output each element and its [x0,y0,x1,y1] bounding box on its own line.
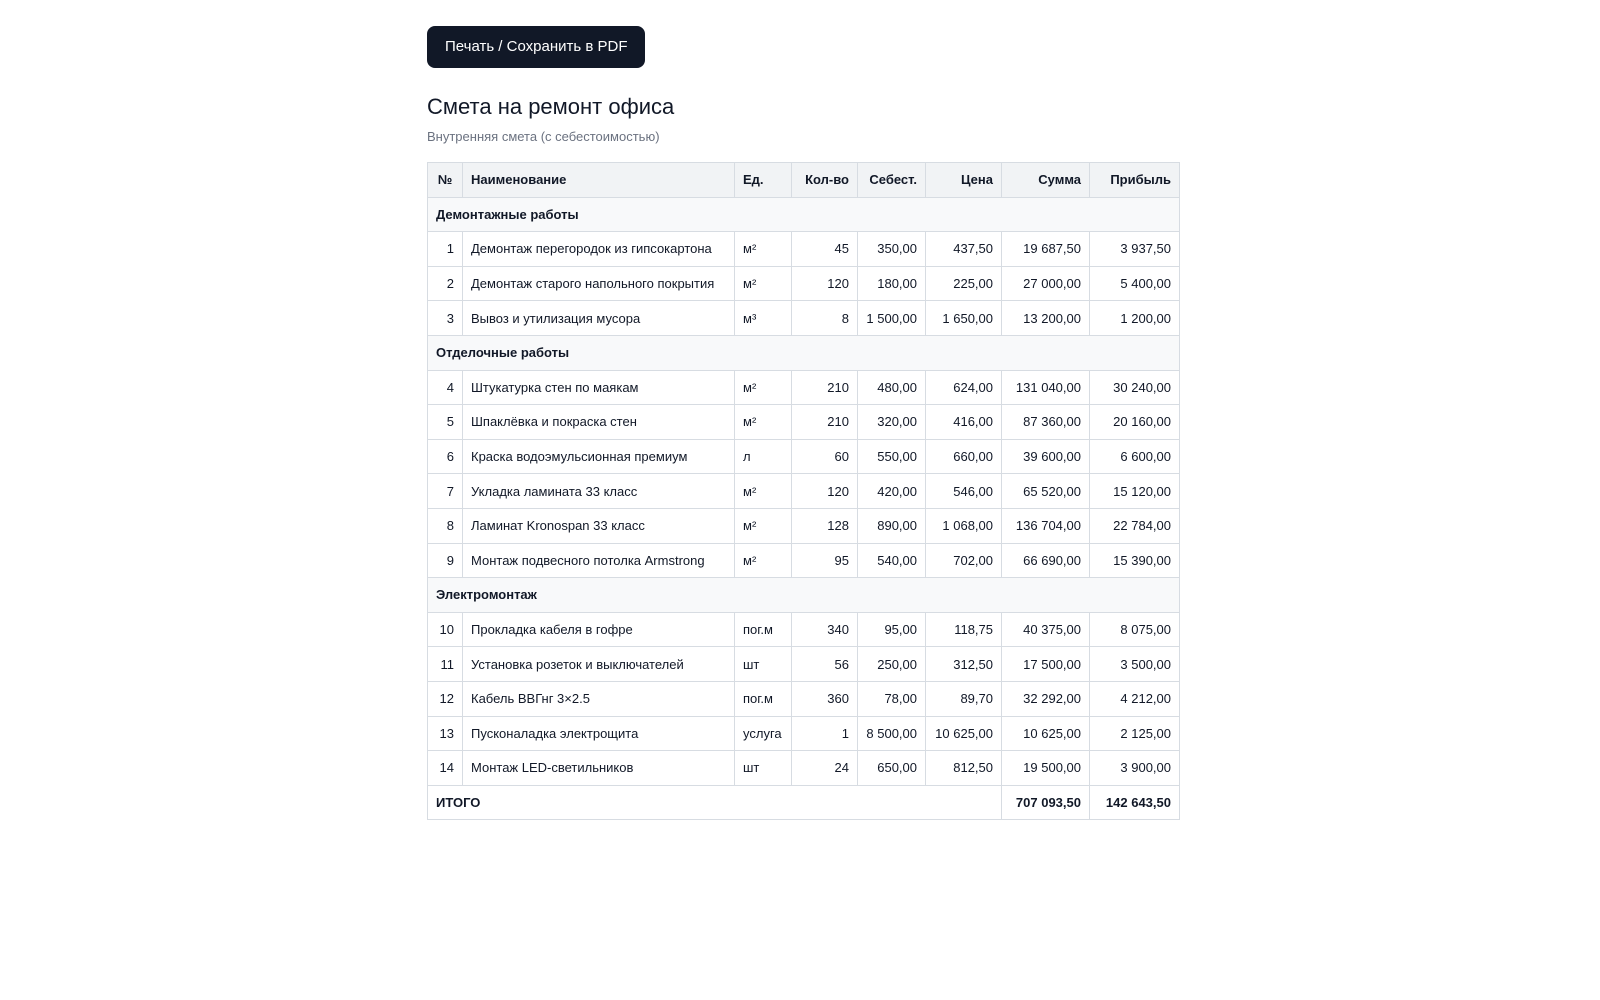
col-header-unit: Ед. [735,163,792,198]
row-number: 7 [428,474,463,509]
row-cost: 180,00 [858,266,926,301]
row-unit: пог.м [735,612,792,647]
row-sum: 19 500,00 [1002,751,1090,786]
group-title: Отделочные работы [428,335,1180,370]
row-profit: 3 937,50 [1090,232,1180,267]
row-quantity: 128 [792,508,858,543]
row-sum: 39 600,00 [1002,439,1090,474]
row-cost: 890,00 [858,508,926,543]
row-unit: шт [735,647,792,682]
row-number: 11 [428,647,463,682]
row-unit: м² [735,266,792,301]
row-cost: 8 500,00 [858,716,926,751]
row-number: 6 [428,439,463,474]
row-number: 5 [428,405,463,440]
row-sum: 65 520,00 [1002,474,1090,509]
row-cost: 78,00 [858,681,926,716]
row-price: 10 625,00 [926,716,1002,751]
table-row [428,301,1180,336]
group-row [428,335,1180,370]
row-name: Кабель ВВГнг 3×2.5 [463,681,735,716]
table-body [428,197,1180,820]
row-sum: 17 500,00 [1002,647,1090,682]
row-quantity: 1 [792,716,858,751]
row-name: Краска водоэмульсионная премиум [463,439,735,474]
row-profit: 2 125,00 [1090,716,1180,751]
row-sum: 131 040,00 [1002,370,1090,405]
row-profit: 6 600,00 [1090,439,1180,474]
print-save-pdf-button[interactable]: Печать / Сохранить в PDF [427,26,645,68]
row-price: 312,50 [926,647,1002,682]
row-profit: 15 390,00 [1090,543,1180,578]
col-header-cost: Себест. [858,163,926,198]
row-price: 812,50 [926,751,1002,786]
row-unit: л [735,439,792,474]
row-price: 416,00 [926,405,1002,440]
row-cost: 480,00 [858,370,926,405]
row-sum: 13 200,00 [1002,301,1090,336]
row-number: 12 [428,681,463,716]
table-row [428,370,1180,405]
row-cost: 420,00 [858,474,926,509]
row-sum: 27 000,00 [1002,266,1090,301]
table-row [428,681,1180,716]
row-number: 9 [428,543,463,578]
row-unit: м² [735,370,792,405]
estimate-page [427,26,1179,820]
row-price: 702,00 [926,543,1002,578]
row-name: Штукатурка стен по маякам [463,370,735,405]
row-quantity: 210 [792,405,858,440]
row-unit: услуга [735,716,792,751]
row-name: Шпаклёвка и покраска стен [463,405,735,440]
row-profit: 3 900,00 [1090,751,1180,786]
group-row [428,197,1180,232]
total-sum: 707 093,50 [1002,785,1090,820]
table-row [428,508,1180,543]
table-row [428,266,1180,301]
col-header-quantity: Кол-во [792,163,858,198]
row-cost: 350,00 [858,232,926,267]
col-header-price: Цена [926,163,1002,198]
row-name: Пусконаладка электрощита [463,716,735,751]
table-row [428,543,1180,578]
total-row [428,785,1180,820]
group-title: Электромонтаж [428,578,1180,613]
row-cost: 250,00 [858,647,926,682]
row-sum: 66 690,00 [1002,543,1090,578]
row-number: 10 [428,612,463,647]
row-profit: 8 075,00 [1090,612,1180,647]
row-name: Ламинат Kronospan 33 класс [463,508,735,543]
row-profit: 5 400,00 [1090,266,1180,301]
row-quantity: 8 [792,301,858,336]
row-quantity: 360 [792,681,858,716]
row-name: Монтаж LED-светильников [463,751,735,786]
table-row [428,647,1180,682]
row-number: 3 [428,301,463,336]
row-number: 13 [428,716,463,751]
row-profit: 3 500,00 [1090,647,1180,682]
row-number: 14 [428,751,463,786]
row-price: 1 068,00 [926,508,1002,543]
row-price: 89,70 [926,681,1002,716]
row-price: 546,00 [926,474,1002,509]
row-number: 2 [428,266,463,301]
table-row [428,751,1180,786]
row-price: 624,00 [926,370,1002,405]
row-quantity: 120 [792,474,858,509]
row-price: 437,50 [926,232,1002,267]
row-sum: 87 360,00 [1002,405,1090,440]
row-price: 225,00 [926,266,1002,301]
table-row [428,716,1180,751]
row-quantity: 120 [792,266,858,301]
row-profit: 4 212,00 [1090,681,1180,716]
row-unit: м² [735,405,792,440]
row-quantity: 340 [792,612,858,647]
table-row [428,405,1180,440]
row-profit: 15 120,00 [1090,474,1180,509]
row-sum: 32 292,00 [1002,681,1090,716]
row-cost: 540,00 [858,543,926,578]
row-quantity: 210 [792,370,858,405]
group-title: Демонтажные работы [428,197,1180,232]
row-unit: м² [735,543,792,578]
col-header-profit: Прибыль [1090,163,1180,198]
table-row [428,439,1180,474]
row-sum: 19 687,50 [1002,232,1090,267]
row-unit: м² [735,232,792,267]
row-name: Прокладка кабеля в гофре [463,612,735,647]
row-number: 1 [428,232,463,267]
row-quantity: 95 [792,543,858,578]
row-profit: 1 200,00 [1090,301,1180,336]
row-sum: 136 704,00 [1002,508,1090,543]
row-quantity: 60 [792,439,858,474]
row-cost: 95,00 [858,612,926,647]
row-name: Монтаж подвесного потолка Armstrong [463,543,735,578]
row-name: Установка розеток и выключателей [463,647,735,682]
row-quantity: 24 [792,751,858,786]
row-name: Демонтаж старого напольного покрытия [463,266,735,301]
row-unit: шт [735,751,792,786]
row-cost: 550,00 [858,439,926,474]
row-price: 1 650,00 [926,301,1002,336]
row-price: 660,00 [926,439,1002,474]
row-profit: 20 160,00 [1090,405,1180,440]
row-cost: 320,00 [858,405,926,440]
row-sum: 10 625,00 [1002,716,1090,751]
row-cost: 1 500,00 [858,301,926,336]
page-subtitle: Внутренняя смета (с себестоимостью) [427,129,660,144]
row-number: 4 [428,370,463,405]
row-profit: 30 240,00 [1090,370,1180,405]
row-number: 8 [428,508,463,543]
row-unit: пог.м [735,681,792,716]
table-header-row [428,163,1180,198]
table-row [428,232,1180,267]
total-profit: 142 643,50 [1090,785,1180,820]
row-name: Укладка ламината 33 класс [463,474,735,509]
col-header-sum: Сумма [1002,163,1090,198]
row-sum: 40 375,00 [1002,612,1090,647]
table-row [428,474,1180,509]
row-unit: м³ [735,301,792,336]
total-label: ИТОГО [428,785,1002,820]
table-row [428,612,1180,647]
estimate-table [427,162,1180,820]
row-price: 118,75 [926,612,1002,647]
row-unit: м² [735,474,792,509]
row-quantity: 56 [792,647,858,682]
row-profit: 22 784,00 [1090,508,1180,543]
group-row [428,578,1180,613]
row-unit: м² [735,508,792,543]
row-cost: 650,00 [858,751,926,786]
row-name: Демонтаж перегородок из гипсокартона [463,232,735,267]
col-header-name: Наименование [463,163,735,198]
col-header-number: № [428,163,463,198]
page-title: Смета на ремонт офиса [427,94,675,119]
row-name: Вывоз и утилизация мусора [463,301,735,336]
row-quantity: 45 [792,232,858,267]
